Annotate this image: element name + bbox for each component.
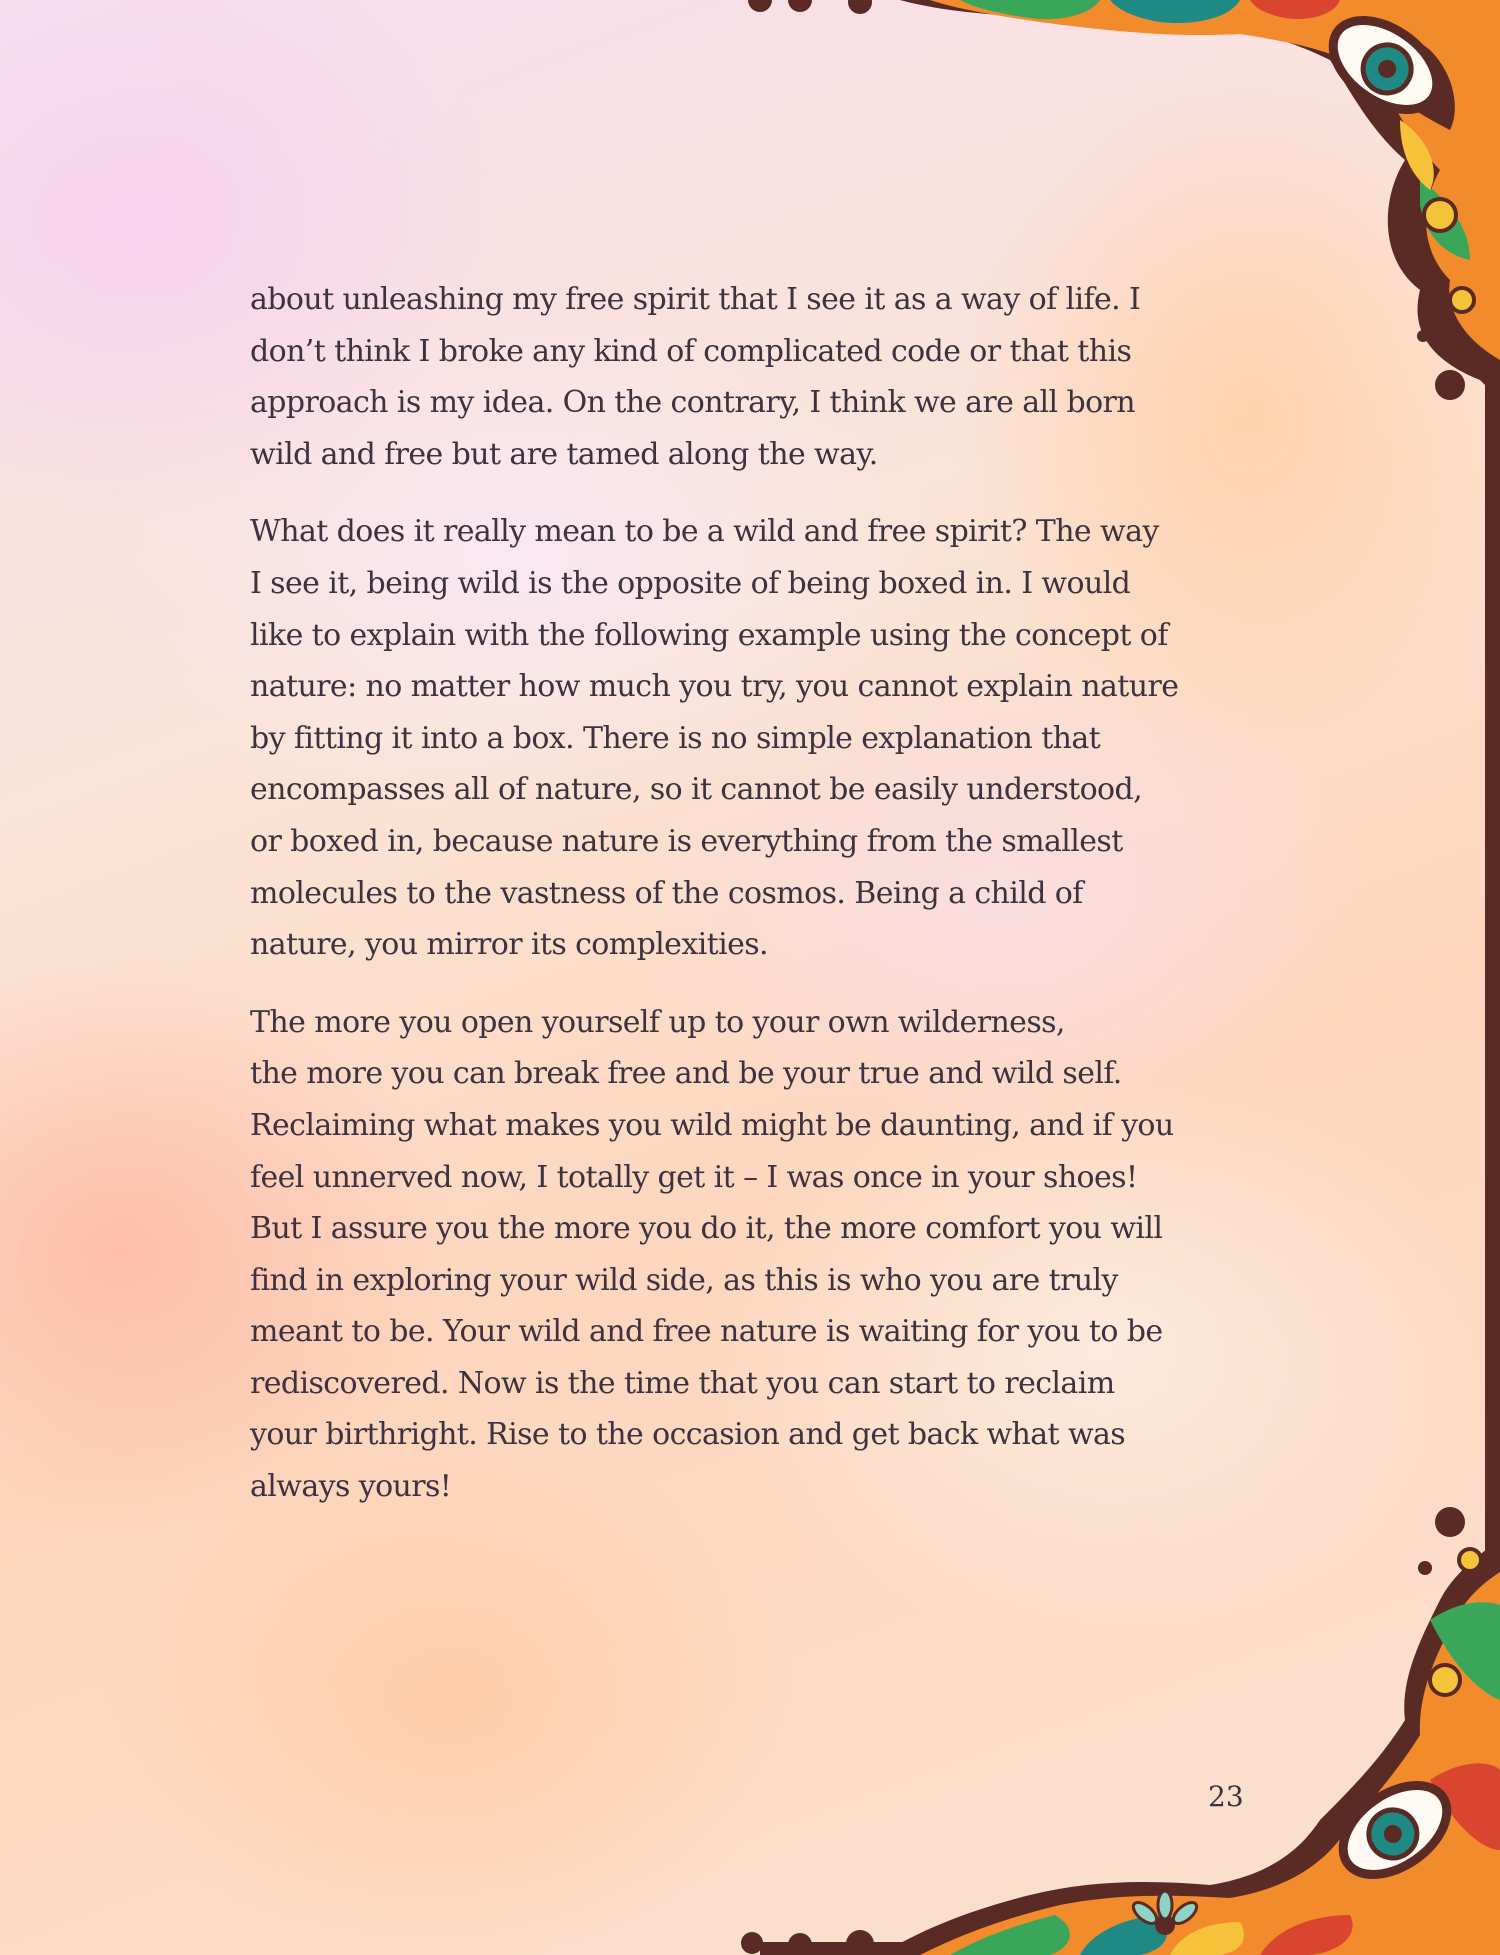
paragraph: [250, 506, 1185, 970]
dot-icon: [748, 0, 772, 12]
dot-icon: [788, 0, 812, 12]
text-line: approach is my idea. On the contrary, I think we are all born: [250, 385, 1135, 421]
text-line: rediscovered. Now is the time that you can start to reclaim: [250, 1365, 1115, 1401]
text-line: nature: no matter how much you try, you cannot explain nature: [250, 669, 1179, 705]
dot-icon: [848, 0, 872, 14]
text-line: Reclaiming what makes you wild might be daunting, and if you: [250, 1107, 1174, 1143]
paragraph: [250, 274, 1185, 480]
dot-icon: [1435, 370, 1465, 400]
text-line: I see it, being wild is the opposite of being boxed in. I would: [250, 565, 1131, 601]
text-line: your birthright. Rise to the occasion and get back what was: [250, 1417, 1126, 1453]
dot-icon: [1435, 1507, 1465, 1537]
border-line: [1485, 330, 1500, 1560]
text-line: meant to be. Your wild and free nature is waiting for you to be: [250, 1314, 1163, 1350]
text-line: feel unnerved now, I totally get it – I was once in your shoes!: [250, 1159, 1138, 1195]
text-line: by fitting it into a box. There is no simple explanation that: [250, 720, 1101, 756]
body-text: [250, 274, 1185, 1539]
text-line: But I assure you the more you do it, the more comfort you will: [250, 1211, 1163, 1247]
text-line: or boxed in, because nature is everything from the smallest: [250, 823, 1123, 859]
text-line: find in exploring your wild side, as this is who you are truly: [250, 1262, 1118, 1298]
page-number: 23: [1208, 1780, 1244, 1813]
paragraph: [250, 997, 1185, 1513]
text-line: The more you open yourself up to your own wilderness,: [250, 1004, 1065, 1040]
text-line: wild and free but are tamed along the way.: [250, 436, 878, 472]
text-line: the more you can break free and be your true and wild self.: [250, 1056, 1122, 1092]
dot-icon: [1417, 330, 1429, 342]
text-line: nature, you mirror its complexities.: [250, 927, 768, 963]
text-line: about unleashing my free spirit that I see it as a way of life. I: [250, 282, 1141, 317]
text-line: What does it really mean to be a wild and free spirit? The way: [250, 514, 1159, 550]
text-line: like to explain with the following example using the concept of: [250, 617, 1168, 653]
dot-icon: [1418, 1561, 1432, 1575]
dot-icon: [788, 1933, 812, 1955]
text-line: encompasses all of nature, so it cannot be easily understood,: [250, 772, 1143, 808]
dot-icon: [741, 1932, 763, 1954]
dot-icon: [846, 1930, 874, 1955]
text-line: don’t think I broke any kind of complicated code or that this: [250, 333, 1132, 369]
text-line: molecules to the vastness of the cosmos. Being a child of: [250, 875, 1083, 911]
text-line: always yours!: [250, 1469, 452, 1505]
